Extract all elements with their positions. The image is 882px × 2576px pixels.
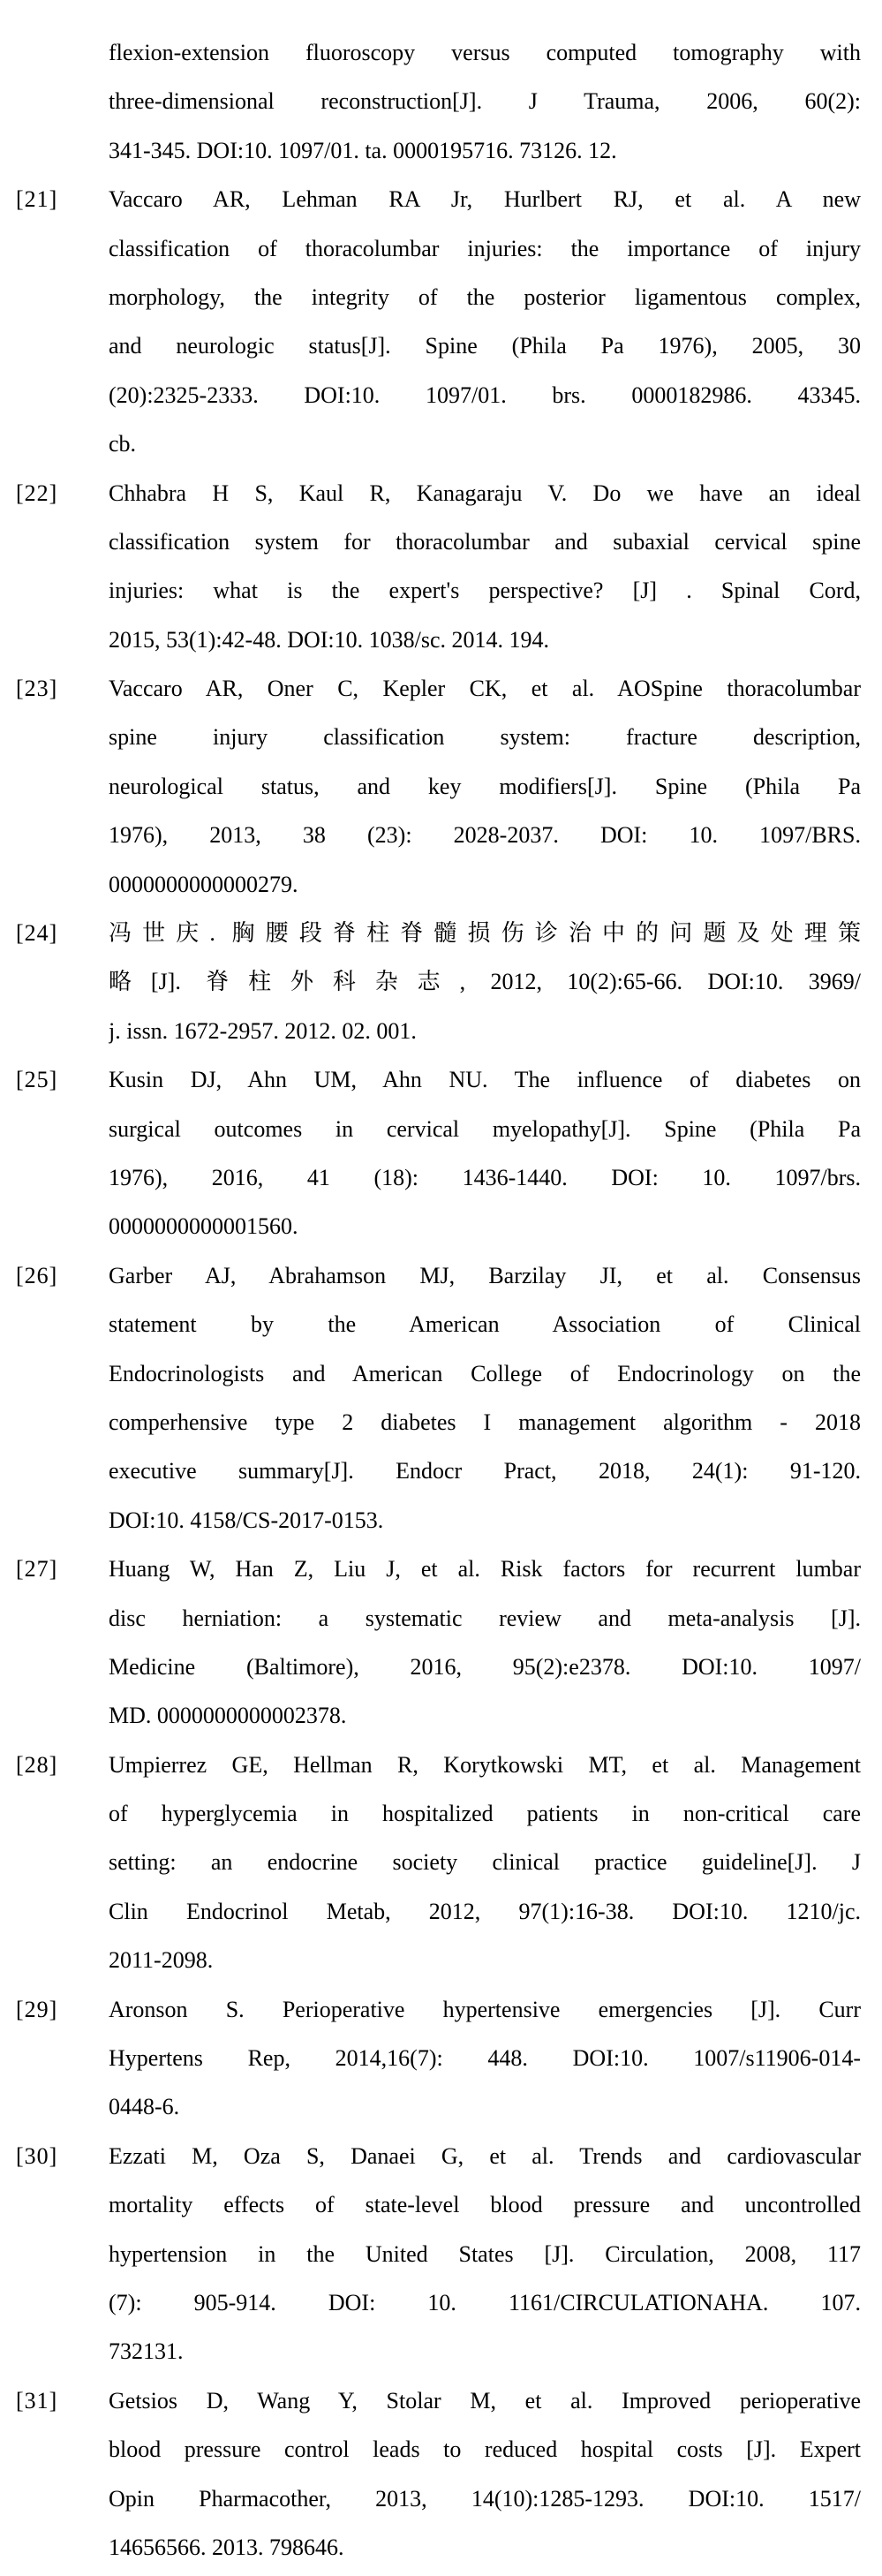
reference-line: (7): 905-914. DOI: 10. 1161/CIRCULATIONAHA. 107.: [109, 2289, 861, 2315]
reference-line: surgical outcomes in cervical myelopathy[J]. Spine (Phila Pa: [109, 1115, 861, 1142]
reference-line: of hyperglycemia in hospitalized patients in non-critical care: [109, 1801, 861, 1827]
reference-text: [109, 1251, 861, 1545]
reference-text: [109, 664, 861, 909]
reference-line: injuries: what is the expert's perspective? [J] . Spinal Cord,: [109, 578, 861, 604]
reference-line: classification of thoracolumbar injuries: the importance of injury: [109, 235, 861, 261]
reference-line: j. issn. 1672-2957. 2012. 02. 001.: [109, 1017, 417, 1044]
reference-text: [109, 1741, 861, 1985]
reference-line: Kusin DJ, Ahn UM, Ahn NU. The influence of diabetes on: [109, 1067, 861, 1093]
reference-number: [24]: [16, 920, 58, 947]
reference-line: 2015, 53(1):42-48. DOI:10. 1038/sc. 2014. 194.: [109, 626, 550, 653]
reference-number: [21]: [16, 186, 58, 213]
reference-entry: [16, 1545, 861, 1741]
reference-text: [109, 1545, 861, 1741]
reference-line: Chhabra H S, Kaul R, Kanagaraju V. Do we have an ideal: [109, 480, 861, 506]
reference-line: Medicine (Baltimore), 2016, 95(2):e2378. DOI:10. 1097/: [109, 1653, 861, 1680]
reference-line: Vaccaro AR, Lehman RA Jr, Hurlbert RJ, et al. A new: [109, 186, 861, 213]
reference-entry: [16, 469, 861, 665]
reference-number: [28]: [16, 1751, 58, 1778]
reference-line: 0448-6.: [109, 2094, 180, 2120]
reference-number: [27]: [16, 1556, 58, 1583]
reference-number: [25]: [16, 1067, 58, 1093]
reference-number: [30]: [16, 2142, 58, 2169]
reference-entry: [16, 1741, 861, 1985]
reference-line: DOI:10. 4158/CS-2017-0153.: [109, 1507, 384, 1533]
reference-line: Hypertens Rep, 2014,16(7): 448. DOI:10. 1007/s11906-014-: [109, 2045, 861, 2072]
reference-line: spine injury classification system: fracture description,: [109, 724, 861, 751]
reference-text: [109, 1985, 861, 2132]
reference-entry: [16, 909, 861, 1055]
reference-line: comperhensive type 2 diabetes I management algorithm - 2018: [109, 1409, 861, 1435]
reference-line: blood pressure control leads to reduced hospital costs [J]. Expert: [109, 2436, 861, 2463]
reference-entry: [16, 664, 861, 909]
reference-entry: [16, 1985, 861, 2132]
reference-entry: [16, 28, 861, 175]
reference-line: morphology, the integrity of the posterior ligamentous complex,: [109, 283, 861, 310]
reference-line: executive summary[J]. Endocr Pract, 2018, 24(1): 91-120.: [109, 1458, 861, 1484]
reference-entry: [16, 2376, 861, 2572]
reference-line: 14656566. 2013. 798646.: [109, 2534, 344, 2560]
reference-line: Clin Endocrinol Metab, 2012, 97(1):16-38. DOI:10. 1210/jc.: [109, 1898, 861, 1924]
reference-line: Ezzati M, Oza S, Danaei G, et al. Trends and cardiovascular: [109, 2142, 861, 2169]
reference-text: [109, 28, 861, 175]
reference-line: 0000000000000279.: [109, 871, 298, 897]
reference-line: cb.: [109, 431, 137, 457]
reference-line: Huang W, Han Z, Liu J, et al. Risk factors for recurrent lumbar: [109, 1556, 861, 1583]
reference-text: [109, 175, 861, 468]
reference-line: 2011-2098.: [109, 1947, 214, 1974]
reference-line: Opin Pharmacother, 2013, 14(10):1285-1293. DOI:10. 1517/: [109, 2485, 861, 2512]
reference-line: and neurologic status[J]. Spine (Phila Pa 1976), 2005, 30: [109, 333, 861, 359]
reference-line: Aronson S. Perioperative hypertensive emergencies [J]. Curr: [109, 1996, 861, 2022]
reference-entry: [16, 1055, 861, 1251]
reference-text: [109, 1055, 861, 1251]
reference-text: [109, 469, 861, 665]
reference-line: 341-345. DOI:10. 1097/01. ta. 0000195716. 73126. 12.: [109, 137, 617, 163]
reference-line: Vaccaro AR, Oner C, Kepler CK, et al. AOSpine thoracolumbar: [109, 676, 861, 702]
reference-number: [29]: [16, 1996, 58, 2022]
reference-line: disc herniation: a systematic review and meta-analysis [J].: [109, 1605, 861, 1631]
reference-line: Getsios D, Wang Y, Stolar M, et al. Improved perioperative: [109, 2387, 861, 2414]
reference-entry: [16, 175, 861, 468]
reference-number: [23]: [16, 676, 58, 702]
reference-number: [22]: [16, 480, 58, 506]
reference-number: [31]: [16, 2387, 58, 2414]
reference-number: [26]: [16, 1262, 58, 1288]
reference-entry: [16, 2132, 861, 2376]
reference-line: Umpierrez GE, Hellman R, Korytkowski MT, et al. Management: [109, 1751, 861, 1778]
reference-line: 1976), 2016, 41 (18): 1436-1440. DOI: 10. 1097/brs.: [109, 1164, 861, 1190]
reference-line: MD. 0000000000002378.: [109, 1703, 347, 1729]
reference-line: 732131.: [109, 2338, 184, 2365]
reference-number: [16, 28, 109, 77]
reference-entry: [16, 1251, 861, 1545]
reference-line: 冯世庆. 胸腰段脊柱脊髓损伤诊治中的问题及处理策: [109, 920, 861, 947]
reference-text: [109, 2132, 861, 2376]
reference-line: setting: an endocrine society clinical practice guideline[J]. J: [109, 1849, 861, 1876]
reference-text: [109, 2376, 861, 2572]
reference-line: statement by the American Association of Clinical: [109, 1311, 861, 1338]
reference-line: 0000000000001560.: [109, 1213, 298, 1240]
reference-line: classification system for thoracolumbar and subaxial cervical spine: [109, 528, 861, 555]
reference-line: three-dimensional reconstruction[J]. J Trauma, 2006, 60(2):: [109, 88, 861, 115]
reference-line: Garber AJ, Abrahamson MJ, Barzilay JI, et al. Consensus: [109, 1262, 861, 1288]
reference-line: 1976), 2013, 38 (23): 2028-2037. DOI: 10. 1097/BRS.: [109, 822, 861, 849]
reference-line: neurological status, and key modifiers[J]. Spine (Phila Pa: [109, 773, 861, 799]
reference-line: 略[J]. 脊柱外科杂志, 2012, 10(2):65-66. DOI:10. 3969/: [109, 969, 861, 995]
reference-line: hypertension in the United States [J]. Circulation, 2008, 117: [109, 2240, 861, 2267]
reference-line: (20):2325-2333. DOI:10. 1097/01. brs. 0000182986. 43345.: [109, 381, 861, 408]
reference-line: flexion-extension fluoroscopy versus computed tomography with: [109, 40, 861, 65]
reference-line: Endocrinologists and American College of Endocrinology on the: [109, 1360, 861, 1386]
reference-text: [109, 909, 861, 1055]
reference-line: mortality effects of state-level blood pressure and uncontrolled: [109, 2192, 861, 2218]
